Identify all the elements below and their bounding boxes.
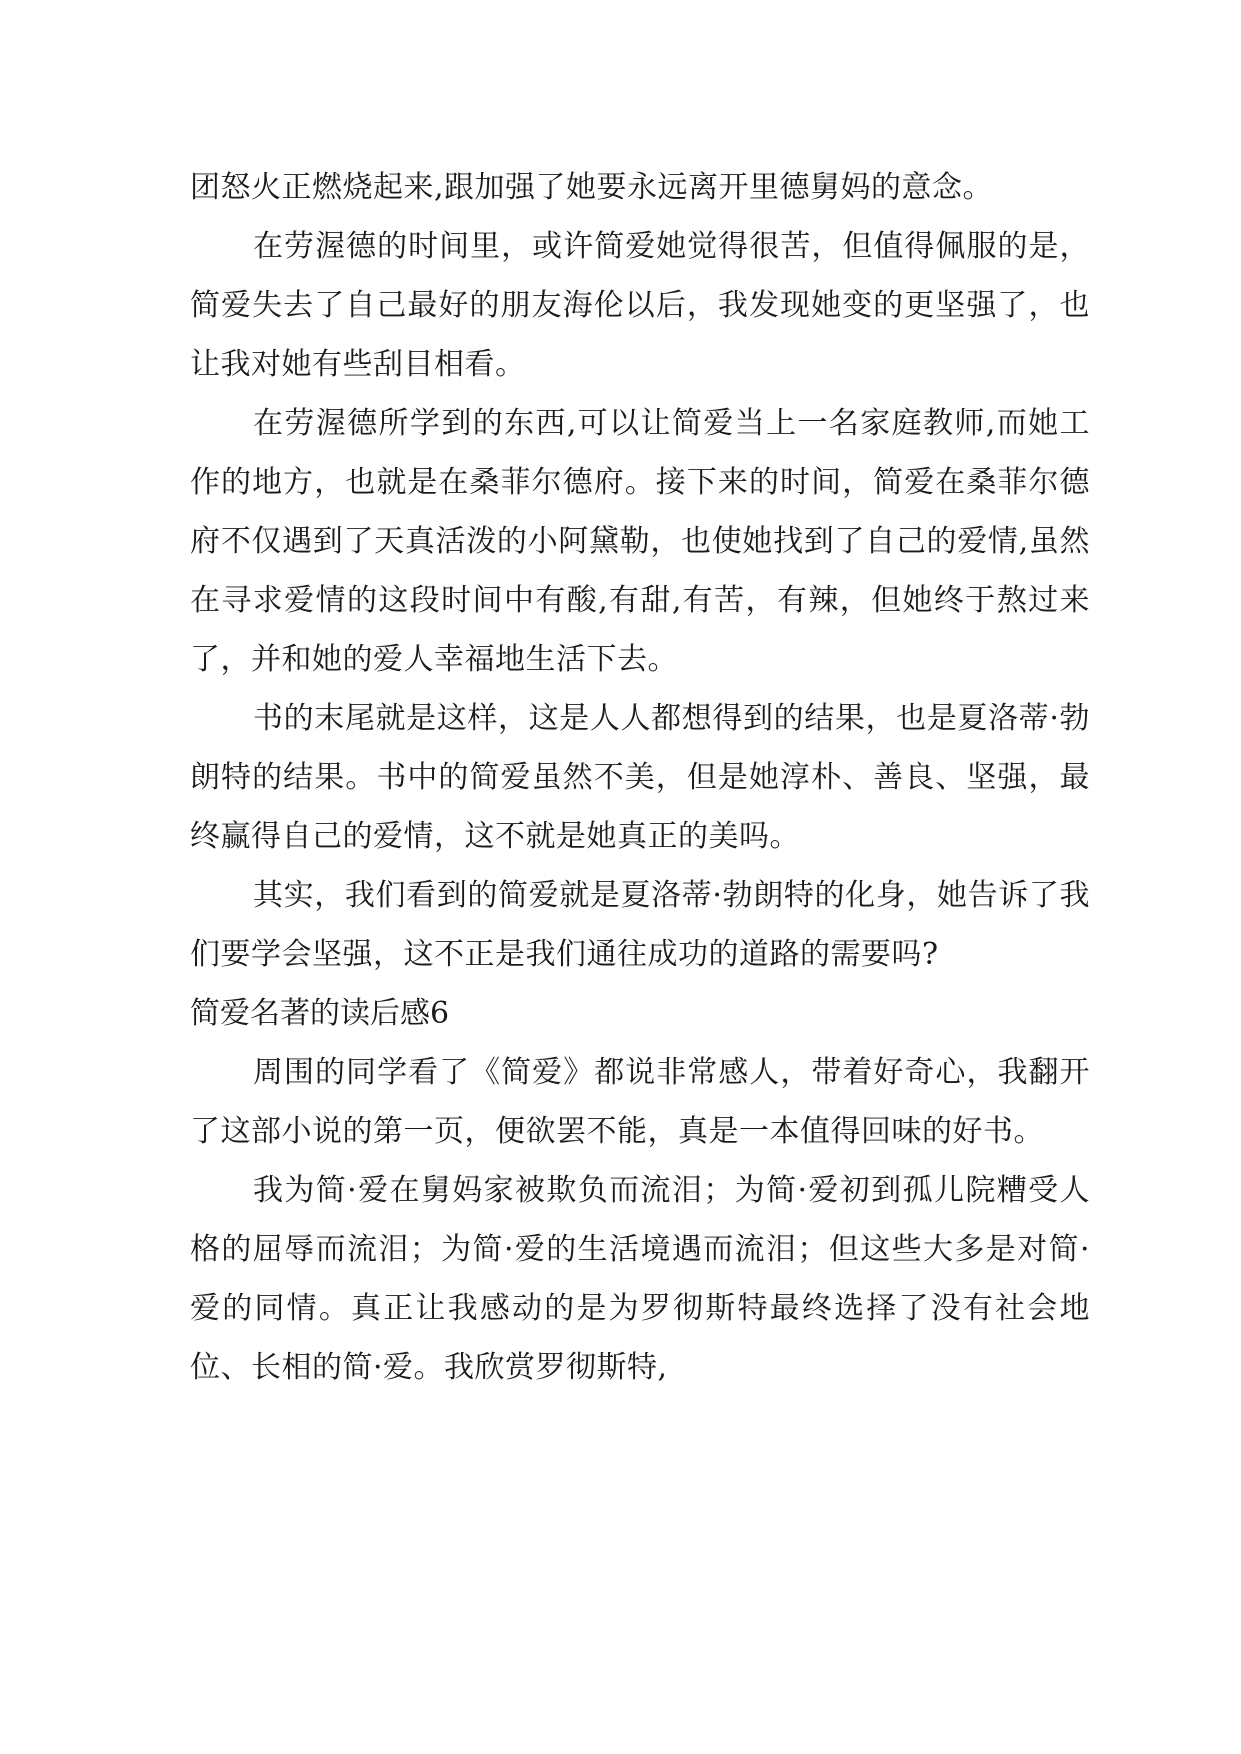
paragraph: 我为简·爱在舅妈家被欺负而流泪；为简·爱初到孤儿院糟受人格的屈辱而流泪；为简·爱的生活境遇而流泪；但这些大多是对简·爱的同情。真正让我感动的是为罗彻斯特最终选择了没有社会地位、长相的简·爱。我欣赏罗彻斯特,	[190, 1173, 1090, 1385]
document-body	[190, 158, 1090, 1397]
paragraph: 其实，我们看到的简爱就是夏洛蒂·勃朗特的化身，她告诉了我们要学会坚强，这不正是我们通往成功的道路的需要吗?	[190, 878, 1090, 972]
paragraph: 周围的同学看了《简爱》都说非常感人，带着好奇心，我翻开了这部小说的第一页，便欲罢不能，真是一本值得回味的好书。	[190, 1055, 1090, 1149]
paragraph: 在劳渥德所学到的东西,可以让简爱当上一名家庭教师,而她工作的地方，也就是在桑菲尔德府。接下来的时间，简爱在桑菲尔德府不仅遇到了天真活泼的小阿黛勒，也使她找到了自己的爱情,虽然在寻求爱情的这段时间中有酸,有甜,有苦，有辣，但她终于熬过来了，并和她的爱人幸福地生活下去。	[190, 406, 1090, 677]
paragraph: 书的末尾就是这样，这是人人都想得到的结果，也是夏洛蒂·勃朗特的结果。书中的简爱虽然不美，但是她淳朴、善良、坚强，最终赢得自己的爱情，这不就是她真正的美吗。	[190, 701, 1090, 854]
paragraph-continuation: 团怒火正燃烧起来,跟加强了她要永远离开里德舅妈的意念。	[190, 170, 994, 205]
section-heading: 简爱名著的读后感6	[190, 996, 450, 1031]
paragraph: 在劳渥德的时间里，或许简爱她觉得很苦，但值得佩服的是，简爱失去了自己最好的朋友海伦以后，我发现她变的更坚强了，也让我对她有些刮目相看。	[190, 229, 1090, 382]
